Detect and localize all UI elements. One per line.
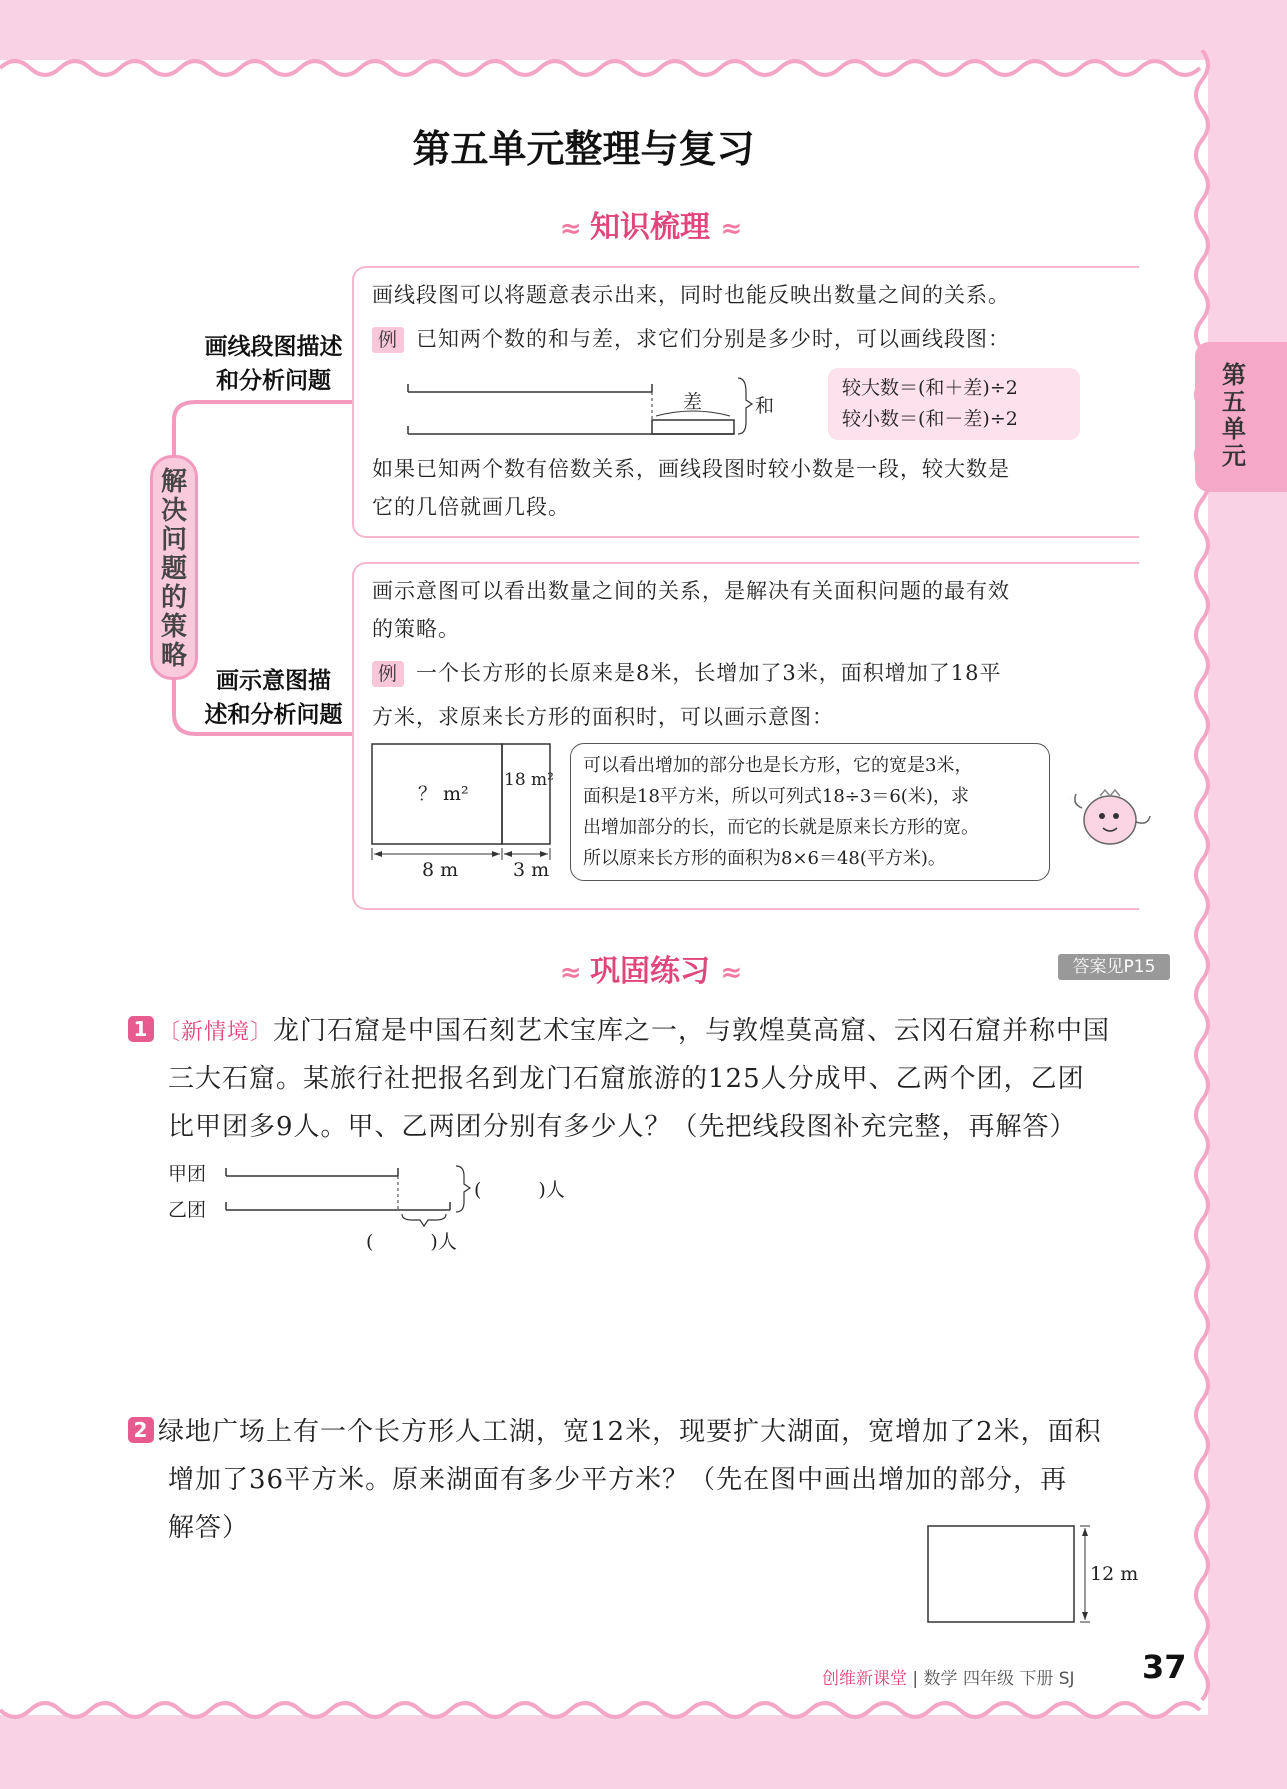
example-tag: 例 (372, 327, 404, 353)
question-1-line-2: 三大石窟。某旅行社把报名到龙门石窟旅游的125人分成甲、乙两个团，乙团 (168, 1064, 1085, 1094)
bubble-line: 所以原来长方形的面积为8×6＝48(平方米)。 (583, 848, 946, 869)
group-b-label: 乙团 (168, 1199, 207, 1221)
footer-brand: 创维新课堂 (822, 1669, 907, 1689)
wave-ornament-icon: ≈ (720, 958, 741, 988)
section-heading-practice (490, 946, 810, 990)
page-title: 第五单元整理与复习 (412, 127, 755, 171)
wave-ornament-icon: ≈ (559, 958, 580, 988)
bubble-line: 面积是18平方米，所以可列式18÷3＝6(米)，求 (583, 786, 969, 807)
group-a-label: 甲团 (168, 1163, 207, 1185)
diff-label: 差 (683, 391, 703, 413)
question-1-text-1: 龙门石窟是中国石刻艺术宝库之一，与敦煌莫高窟、云冈石窟并称中国 (273, 1016, 1111, 1046)
question-number-2: 2 (128, 1417, 154, 1443)
box1-multiple-l2: 它的几倍就画几段。 (372, 495, 570, 519)
question-1-tag: 〔新情境〕 (158, 1020, 274, 1045)
rect-unknown-area: ？ m² (418, 783, 469, 805)
section-heading-practice-text: 巩固练习 (590, 954, 710, 989)
difference-blank: ( )人 (366, 1231, 457, 1253)
footer-info (822, 1664, 1075, 1689)
bubble-line: 可以看出增加的部分也是长方形，它的宽是3米， (583, 755, 973, 776)
branch-label-line-1: 画示意图描 (216, 668, 331, 694)
rectangle-schematic (368, 740, 558, 880)
question-2-lake-diagram (924, 1520, 1144, 1630)
question-number-1: 1 (128, 1016, 154, 1042)
footer-book-info: 数学 四年级 下册 SJ (923, 1669, 1075, 1689)
question-1-line-diagram (166, 1158, 626, 1258)
branch-label-line-segment (196, 330, 351, 398)
question-1-line-1 (128, 1007, 1110, 1057)
lake-width-label: 12 m (1090, 1563, 1139, 1585)
dim-3m: 3 m (513, 859, 550, 880)
explanation-bubble (570, 743, 1050, 881)
branch-label-line-1: 画线段图描述 (204, 334, 343, 360)
rect-added-area: 18 m² (504, 770, 554, 790)
example-tag: 例 (372, 661, 404, 687)
mascot-icon (1070, 778, 1160, 858)
strategy-node: 解决问题的策略 (150, 455, 198, 680)
box1-intro: 画线段图可以将题意表示出来，同时也能反映出数量之间的关系。 (372, 283, 1010, 307)
box2-example-l2: 方米，求原来长方形的面积时，可以画示意图： (372, 705, 834, 729)
box1-example-text: 已知两个数的和与差，求它们分别是多少时，可以画线段图： (416, 327, 1011, 351)
branch-label-schematic (196, 664, 351, 732)
footer-divider: | (912, 1669, 924, 1689)
question-2-line-2: 增加了36平方米。原来湖面有多少平方米？（先在图中画出增加的部分，再 (168, 1465, 1068, 1495)
dim-8m: 8 m (422, 859, 459, 880)
box2-intro-l2: 的策略。 (372, 617, 460, 641)
question-1-line-3: 比甲团多9人。甲、乙两团分别有多少人？（先把线段图补充完整，再解答） (168, 1112, 1077, 1142)
bubble-line: 出增加部分的长，而它的长就是原来长方形的宽。 (583, 817, 979, 838)
page-number: 37 (1142, 1648, 1187, 1686)
question-2-line-3: 解答） (168, 1513, 250, 1543)
branch-label-line-2: 和分析问题 (216, 368, 331, 394)
section-heading-review-text: 知识梳理 (590, 210, 710, 245)
question-2-line-1 (128, 1408, 1102, 1456)
box2-example-l1 (372, 654, 1001, 692)
box2-intro-l1: 画示意图可以看出数量之间的关系，是解决有关面积问题的最有效 (372, 579, 1010, 603)
branch-label-line-2: 述和分析问题 (204, 702, 343, 728)
box1-multiple-l1: 如果已知两个数有倍数关系，画线段图时较小数是一段，较大数是 (372, 457, 1010, 481)
answer-reference-badge: 答案见P15 (1058, 954, 1170, 980)
question-2-text-1: 绿地广场上有一个长方形人工湖，宽12米，现要扩大湖面，宽增加了2米，面积 (158, 1417, 1102, 1447)
wave-ornament-icon: ≈ (720, 214, 741, 244)
formula-smaller: 较小数＝(和－差)÷2 (842, 408, 1018, 430)
wave-ornament-icon: ≈ (559, 214, 580, 244)
formula-larger: 较大数＝(和＋差)÷2 (842, 377, 1018, 399)
line-segment-diagram (400, 370, 780, 440)
formula-box (828, 368, 1080, 440)
sum-label: 和 (755, 395, 775, 417)
unit-side-tab-label: 第五单元 (1222, 361, 1246, 470)
total-blank: ( )人 (474, 1179, 565, 1201)
box1-example (372, 320, 1010, 358)
box2-example-text: 一个长方形的长原来是8米，长增加了3米，面积增加了18平 (416, 661, 1002, 685)
